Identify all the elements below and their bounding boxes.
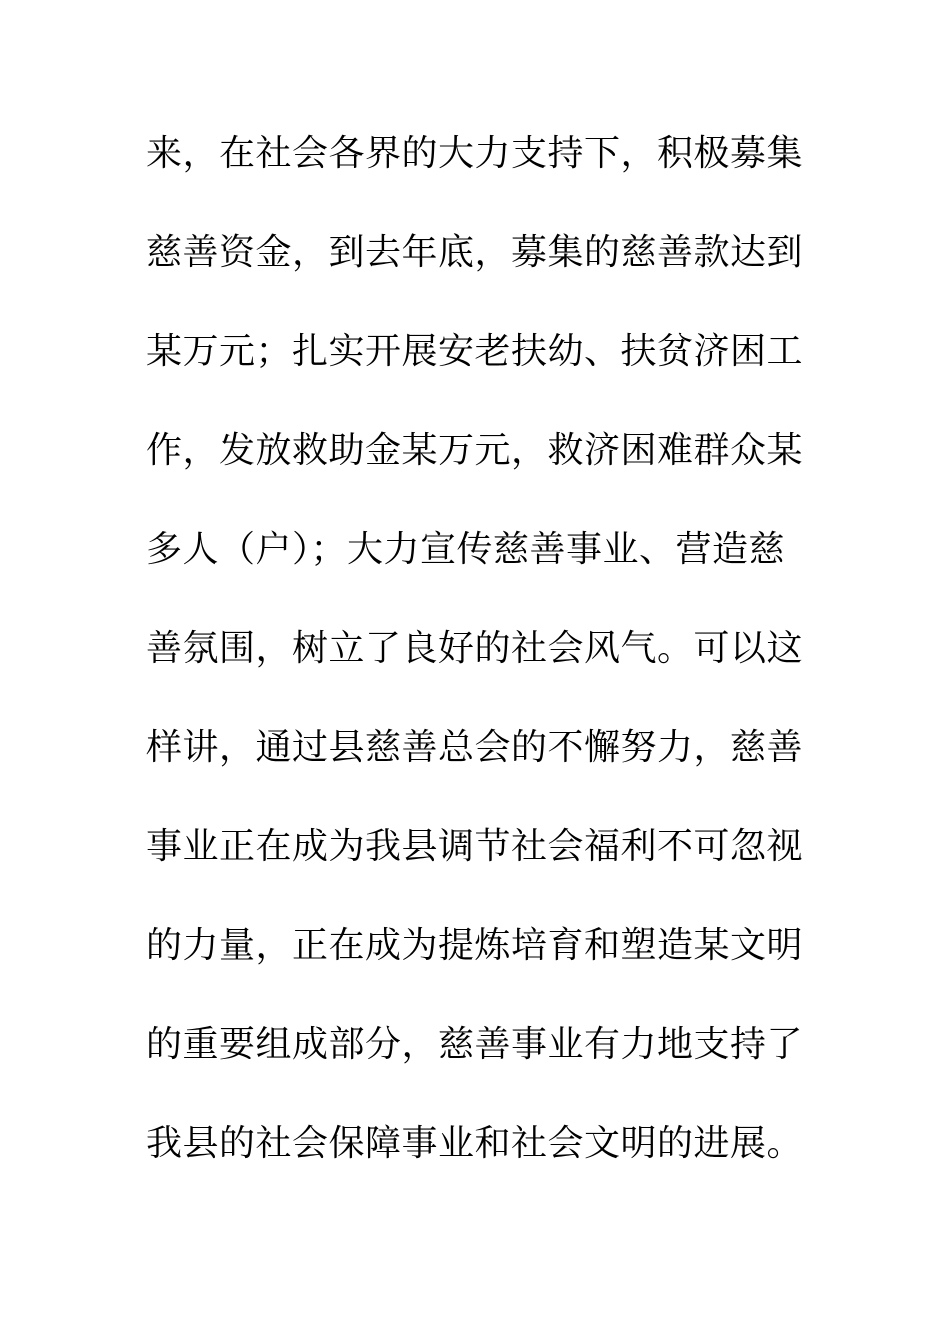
paragraph-line-4: 作，发放救助金某万元，救济困难群众某 <box>146 430 804 471</box>
paragraph-line-7: 样讲，通过县慈善总会的不懈努力，慈善 <box>146 727 804 768</box>
body-paragraph <box>146 122 806 1211</box>
paragraph-line-3: 某万元；扎实开展安老扶幼、扶贫济困工 <box>146 331 804 372</box>
paragraph-line-11: 我县的社会保障事业和社会文明的进展。 <box>146 1123 804 1164</box>
paragraph-line-9: 的力量，正在成为提炼培育和塑造某文明 <box>146 925 804 966</box>
paragraph-line-1: 来，在社会各界的大力支持下，积极募集 <box>146 133 804 174</box>
paragraph-line-10: 的重要组成部分，慈善事业有力地支持了 <box>146 1024 804 1065</box>
paragraph-line-6: 善氛围，树立了良好的社会风气。可以这 <box>146 628 804 669</box>
paragraph-line-5: 多人（户）；大力宣传慈善事业、营造慈 <box>146 529 786 570</box>
paragraph-line-2: 慈善资金，到去年底，募集的慈善款达到 <box>146 232 804 273</box>
paragraph-line-8: 事业正在成为我县调节社会福利不可忽视 <box>146 826 804 867</box>
